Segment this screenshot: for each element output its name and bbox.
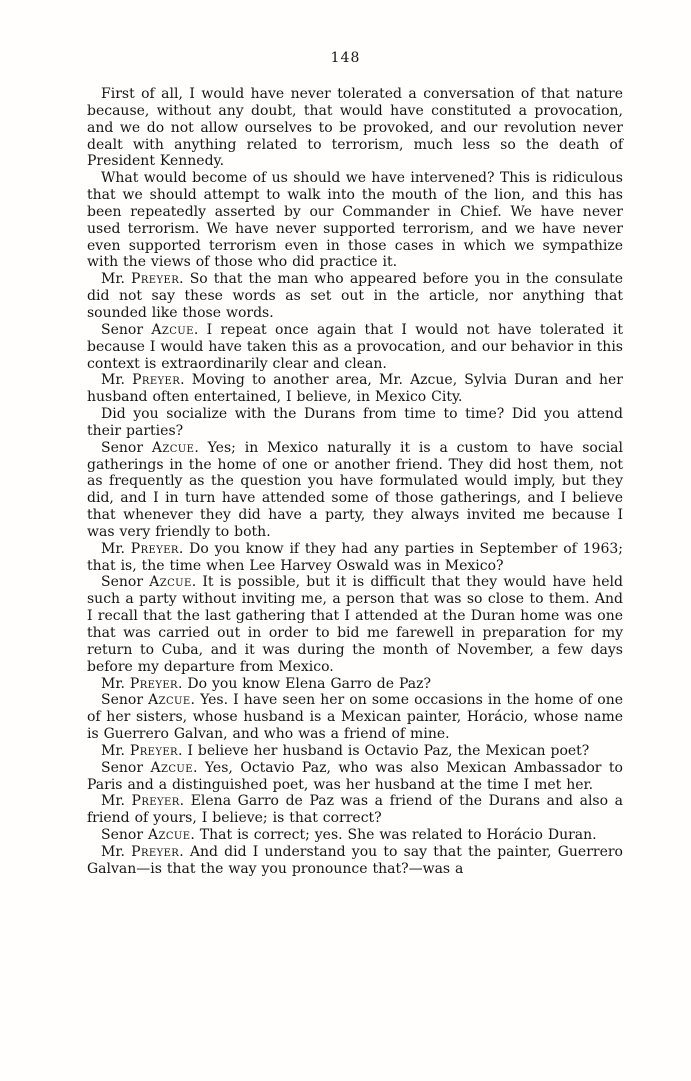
speaker-name: Preyer bbox=[131, 843, 180, 860]
paragraph bbox=[87, 440, 623, 541]
paragraph-text: . Yes. I have seen her on some occasions in the home of one of her sisters, whose husband is a Mexican painter, Horácio, whose name is Guerrero Galvan, and who was a friend of mine. bbox=[87, 692, 623, 743]
paragraph-text: . I repeat once again that I would not have tolerated it because I would have taken this as a provocation, and our behavior in this context is extraordinarily clear and clean. bbox=[87, 321, 624, 372]
paragraph-text: . Yes, Octavio Paz, who was also Mexican Ambassador to Paris and a distinguished poet, was her husband at the time I met her. bbox=[87, 759, 623, 793]
speaker-name: Azcue bbox=[149, 574, 192, 591]
paragraph bbox=[87, 541, 623, 575]
speaker-prefix: Mr. bbox=[101, 540, 131, 557]
speaker-prefix: Mr. bbox=[101, 372, 133, 389]
paragraph-text: . It is possible, but it is difficult that they would have held such a party without inviting me, a person that was so close to them. And I recall that the last gathering that I attended at the Duran home was one that was carried out in order to bid me farewell in preparation for my return to Cuba, and it was during the month of November, a few days before my departure from Mexico. bbox=[87, 574, 623, 675]
speaker-name: Azcue bbox=[148, 692, 191, 709]
paragraph bbox=[87, 574, 623, 675]
paragraph-text: . I believe her husband is Octavio Paz, the Mexican poet? bbox=[177, 742, 590, 759]
paragraph-text: First of all, I would have never tolerated a conversation of that nature because, without any doubt, that would have constituted a provocation, and we do not allow ourselves to be provoked, and our revolution never dealt with anything related to terrorism, much less so the death of President Kennedy. bbox=[87, 86, 623, 170]
paragraph-text: . Moving to another area, Mr. Azcue, Sylvia Duran and her husband often entertained, I believe, in Mexico City. bbox=[87, 372, 624, 406]
page-number: 148 bbox=[330, 50, 361, 66]
paragraph bbox=[87, 372, 623, 406]
paragraph bbox=[87, 692, 623, 743]
speaker-prefix: Mr. bbox=[101, 271, 132, 288]
paragraph bbox=[87, 322, 623, 373]
speaker-prefix: Senor bbox=[101, 692, 149, 709]
speaker-name: Azcue bbox=[147, 827, 191, 844]
paragraph bbox=[87, 760, 623, 794]
speaker-name: Azcue bbox=[151, 439, 195, 456]
speaker-name: Preyer bbox=[130, 540, 179, 557]
speaker-name: Preyer bbox=[129, 742, 178, 759]
speaker-prefix: Senor bbox=[101, 439, 152, 456]
speaker-name: Azcue bbox=[151, 321, 194, 338]
paragraph-text: . So that the man who appeared before you in the consulate did not say these words as set out in the article, nor anything that sounded like those words. bbox=[87, 271, 623, 321]
speaker-prefix: Senor bbox=[101, 321, 152, 338]
paragraph-text: What would become of us should we have intervened? This is ridiculous that we should attempt to walk into the mouth of the lion, and this has been repeatedly asserted by our Commander in Chief. We have never used terrorism. We have never supported terrorism, and we have never even supported terrorism even in those cases in which we sympathize with the views of those who did practice it. bbox=[87, 170, 623, 271]
paragraph bbox=[87, 844, 623, 878]
paragraph bbox=[87, 793, 623, 827]
paragraph bbox=[87, 743, 623, 760]
paragraph bbox=[87, 676, 623, 693]
speaker-name: Preyer bbox=[129, 675, 178, 692]
paragraph-text: . Elena Garro de Paz was a friend of the Durans and also a friend of yours, I believe; is that correct? bbox=[87, 793, 624, 827]
speaker-prefix: Senor bbox=[101, 759, 151, 776]
speaker-name: Preyer bbox=[131, 793, 180, 810]
paragraph-text: Did you socialize with the Durans from time to time? Did you attend their parties? bbox=[87, 406, 623, 439]
paragraph-text: . Do you know if they had any parties in September of 1963; that is, the time when Lee Harvey Oswald was in Mexico? bbox=[87, 540, 623, 574]
paragraph bbox=[87, 86, 623, 170]
paragraph bbox=[87, 271, 623, 322]
paragraph-text: . Yes; in Mexico naturally it is a custom to have social gatherings in the home of one or another friend. They did host them, not as frequently as the question you have formulated would imply, but they did, and I in turn have attended some of those gatherings, and I believe that whenever they did have a party, they always invited me because I was very friendly to both. bbox=[87, 439, 624, 540]
speaker-name: Azcue bbox=[150, 759, 193, 776]
speaker-prefix: Senor bbox=[101, 827, 148, 844]
speaker-prefix: Mr. bbox=[101, 793, 132, 810]
speaker-name: Preyer bbox=[132, 372, 181, 389]
paragraph bbox=[87, 170, 623, 271]
speaker-prefix: Mr. bbox=[101, 742, 130, 759]
speaker-name: Preyer bbox=[131, 271, 180, 288]
paragraph bbox=[87, 406, 623, 440]
transcript bbox=[87, 86, 623, 878]
speaker-prefix: Mr. bbox=[101, 843, 132, 860]
paragraph-text: . Do you know Elena Garro de Paz? bbox=[177, 675, 431, 692]
paragraph-text: . That is correct; yes. She was related to Horácio Duran. bbox=[190, 827, 597, 844]
speaker-prefix: Senor bbox=[101, 574, 150, 591]
paragraph bbox=[87, 827, 623, 844]
speaker-prefix: Mr. bbox=[101, 675, 130, 692]
paragraph-text: . And did I understand you to say that the painter, Guerrero Galvan—is that the way you pronounce that?—was a bbox=[87, 843, 623, 877]
